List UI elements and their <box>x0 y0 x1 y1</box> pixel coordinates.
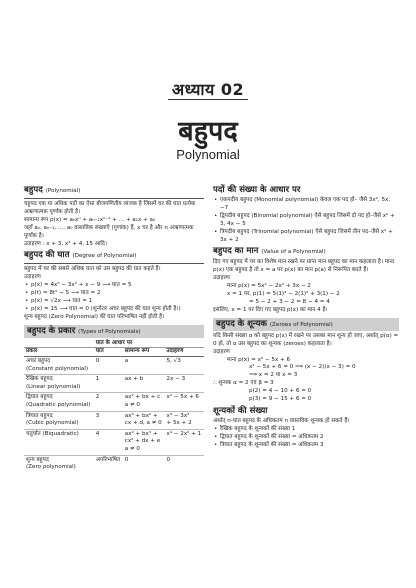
table-row <box>24 375 204 393</box>
list-item: • एकपदीय बहुपद (Monomial polynomial) केवल एक पद हो– जैसे 3x², 5x, −7 <box>213 197 399 213</box>
equation-line: x = 1 पर, p(1) = 5(1)³ − 2(1)² + 3(1) − 2 <box>227 291 340 298</box>
list-item: • p(t) = 8t⁵ − 5 ⟶ घात = 2 <box>24 290 204 298</box>
chapter-title-hindi: बहुपद <box>178 116 238 147</box>
equation-line: ⟹ x = 2 या x = 3 <box>249 372 298 379</box>
example-label: उदाहरण <box>213 275 230 282</box>
table-header: उदाहरण <box>165 348 204 357</box>
equation-line: = 5 − 2 + 3 − 2 = 8 − 4 = 4 <box>249 298 330 305</box>
definition-text: चहुपद एक या अधिक पदों का ऐसा बीजगणितीय व्यंजक है जिसमें चर की घात प्रत्येक अऋणात्मक पूर्णांक होती है। <box>24 201 196 215</box>
table-header: प्रकार <box>24 348 94 357</box>
table-cell: ax² + bx + c a ≠ 0 <box>123 393 165 411</box>
list-item: • त्रिघात बहुपद के शून्यकों की संख्या = अधिकतम 3 <box>213 442 399 450</box>
table-cell: 0 <box>123 455 165 473</box>
equation-line: p(2) = 4 − 10 + 6 = 0 <box>249 388 312 395</box>
types-table-body <box>24 356 204 472</box>
table-cell: अचर बहुपद (Constant polynomial) <box>24 356 94 374</box>
section-heading-polynomial: बहुपद (Polynomial) <box>24 185 204 199</box>
table-cell: द्विघात बहुपद (Quadratic polynomial) <box>24 393 94 411</box>
chapter-underline <box>168 99 248 100</box>
chapter-number: अध्याय 02 <box>171 80 245 99</box>
table-cell: x³ − 3x² + 5x + 2 <box>165 411 204 429</box>
table-cell: 5, √3 <box>165 356 204 374</box>
example-text: उदाहरण : x + 3, x² + 4, 15 आदि। <box>24 240 107 247</box>
table-row <box>24 455 204 473</box>
table-cell: चतुर्घात (Biquadratic) <box>24 429 94 455</box>
equation-line: माना p(x) = 5x² − 2x² + 3x − 2 <box>227 283 311 290</box>
table-cell: a <box>123 356 165 374</box>
table-header: सामान्य रूप <box>123 348 165 357</box>
section-heading-value: बहुपद का मान (Value of a Polynomial) <box>213 246 326 257</box>
table-cell: 2 <box>94 393 123 411</box>
table-cell: रैखिक बहुपद (Linear polynomial) <box>24 375 94 393</box>
table-cell: 4 <box>94 429 123 455</box>
table-cell: त्रिघात बहुपद (Cubic polynomial) <box>24 411 94 429</box>
table-cell: ax³ + bx² + cx + d, a ≠ 0 <box>123 411 165 429</box>
equation-line: ∴ शून्यक α = 2 एवं β = 3 <box>213 380 274 387</box>
section-heading-types: बहुपद के प्रकार (Types of Polynomials) <box>24 325 204 338</box>
table-header: घात <box>94 348 123 357</box>
list-item: • द्विघात बहुपद के शून्यकों की संख्या = अधिकतम 2 <box>213 434 399 442</box>
table-row <box>24 393 204 411</box>
zeroes-definition: यदि किसी संख्या α को बहुपद p(x) में रखने पर उसका मान शून्य हो जाए, अर्थात् p(α) = 0 हो, तो α उस बहुपद का शून्यक (zeroes) कहलाता है। <box>213 332 399 347</box>
section-heading-degree: बहुपद की घात (Degree of Polynomial) <box>24 250 204 264</box>
degree-definition: बहुपद में चर की सबसे अधिक घात को उस बहुपद की घात कहते हैं। <box>24 266 161 273</box>
list-item: • p(x) = 4x⁵ − 3x² + x − 9 ⟶ घात = 5 <box>24 282 204 290</box>
types-table <box>24 340 204 473</box>
equation-line: p(3) = 9 − 15 + 6 = 0 <box>249 396 312 403</box>
coefficient-text: जहाँ aₙ, aₙ₋₁, ..., a₀ वास्तविक संख्याएँ (गुणांक) हैं, x चर है और n अऋणात्मक पूर्णांक है। <box>24 224 194 239</box>
example-label: उदाहरण <box>24 274 41 281</box>
table-cell: ax⁴ + bx³ + cx² + dx + e a ≠ 0 <box>123 429 165 455</box>
section-heading-number-of-zeroes: शून्यकों की संख्या <box>213 405 268 416</box>
zeroes-count-text: अर्थात् n-घात बहुपद के अधिकतम n वास्तविक शून्यक हो सकते हैं। <box>213 417 350 424</box>
equation-line: x² − 5x + 6 = 0 ⟹ (x − 2)(x − 3) = 0 <box>249 364 356 371</box>
table-cell: 2x − 3 <box>165 375 204 393</box>
table-cell: 0 <box>165 455 204 473</box>
left-column <box>24 183 204 473</box>
general-form: सामान्य रूप p(x) = aₙxⁿ + aₙ₋₁xⁿ⁻¹ + ... + a₁x + a₀ <box>24 216 156 223</box>
table-cell: 0 <box>94 356 123 374</box>
table-cell: x⁴ − 2x² + 1 <box>165 429 204 455</box>
list-item: • p(x) = √2x ⟶ घात = 1 <box>24 298 204 306</box>
table-cell: 3 <box>94 411 123 429</box>
value-definition: दिए गए बहुपद में चर का विशेष मान रखने पर प्राप्त मान बहुपद का मान कहलाता है। माना p(x) एक बहुपद है तो x = a पर p(x) का मान p(a) से निरूपित करते हैं। <box>213 259 395 274</box>
table-cell: 1 <box>94 375 123 393</box>
table-row <box>24 429 204 455</box>
table-cell: x² − 5x + 6 <box>165 393 204 411</box>
value-conclusion: इसलिए, x = 1 पर दिए गए बहुपद p(x) का मान 4 है। <box>213 306 328 313</box>
table-cell: ax + b <box>123 375 165 393</box>
list-item: • द्विपदीय बहुपद (Binomial polynomial) ऐसे बहुपद जिसमें दो पद हो–जैसे x² + 3, 4x − 5 <box>213 213 399 229</box>
list-item: • रैखिक बहुपद के शून्यकों की संख्या 1 <box>213 426 399 434</box>
list-item: • त्रिपदीय बहुपद (Trinomial polynomial) ऐसे बहुपद जिसमें तीन पद–जैसे x² + 3x + 2 <box>213 229 399 245</box>
right-column <box>213 183 399 450</box>
table-caption: घात के आधार पर <box>24 340 204 348</box>
equation-line: माना p(x) = x² − 5x + 6 <box>227 356 291 363</box>
example-label: उदाहरण <box>213 348 230 355</box>
table-row <box>24 411 204 429</box>
chapter-title-english: Polynomial <box>176 147 240 162</box>
table-row <box>24 356 204 374</box>
list-item: • p(x) = 15 ⟶ घात = 0 (शून्येतर अचर बहुपद की घात शून्य होती है।) <box>24 306 204 314</box>
table-cell: अपरिभाषित <box>94 455 123 473</box>
section-heading-zeroes: बहुपद के शून्यक (Zeroes of Polynomial) <box>213 318 399 331</box>
zero-polynomial-note: शून्य बहुपद (Zero Polynomial) की घात परिभाषित नहीं होती है। <box>24 313 165 320</box>
table-cell: शून्य बहुपद (Zero polynomial) <box>24 455 94 473</box>
section-heading-terms: पदों की संख्या के आधार पर <box>213 185 301 195</box>
